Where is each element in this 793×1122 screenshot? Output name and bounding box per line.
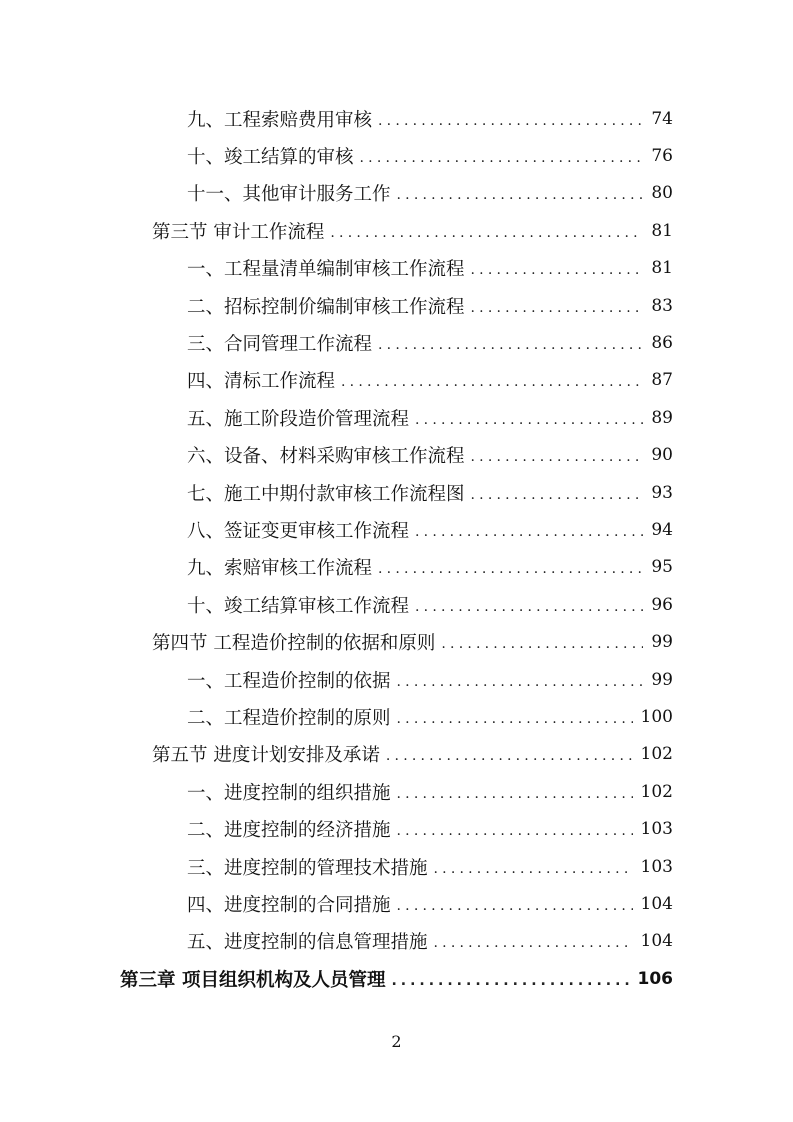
toc-entry-title: 十一、其他审计服务工作: [187, 184, 391, 206]
toc-entry-item[interactable]: [0, 100, 793, 137]
toc-entry-title: 第五节 进度计划安排及承诺: [152, 745, 380, 767]
toc-entry-item[interactable]: [0, 773, 793, 810]
toc-dot-leader: [378, 562, 643, 576]
toc-entry-page: 99: [651, 669, 673, 690]
toc-dot-leader: [471, 450, 644, 464]
toc-dot-leader: [391, 974, 629, 988]
toc-dot-leader: [341, 375, 643, 389]
toc-entry-title: 十、竣工结算审核工作流程: [187, 595, 410, 617]
toc-entry-page: 89: [651, 407, 673, 428]
toc-entry-page: 96: [651, 594, 673, 615]
page-number: 2: [391, 1032, 402, 1051]
toc-entry-title: 九、索赔审核工作流程: [187, 558, 373, 580]
toc-entry-title: 四、清标工作流程: [187, 371, 336, 393]
toc-entry-title: 九、工程索赔费用审核: [187, 109, 373, 131]
toc-entry-item[interactable]: [0, 250, 793, 287]
toc-entry-title: 五、进度控制的信息管理措施: [187, 932, 428, 954]
toc-entry-section[interactable]: [0, 212, 793, 249]
toc-entry-page: 74: [651, 108, 673, 129]
toc-entry-page: 90: [651, 445, 673, 466]
toc-entry-page: 83: [651, 295, 673, 316]
toc-entry-item[interactable]: [0, 175, 793, 212]
toc-entry-page: 86: [651, 333, 673, 354]
toc-dot-leader: [397, 899, 633, 913]
toc-entry-item[interactable]: [0, 885, 793, 922]
toc-entry-section[interactable]: [0, 623, 793, 660]
toc-dot-leader: [434, 862, 633, 876]
toc-entry-title: 六、设备、材料采购审核工作流程: [187, 446, 465, 468]
toc-dot-leader: [360, 151, 644, 165]
toc-entry-item[interactable]: [0, 287, 793, 324]
toc-entry-page: 81: [651, 258, 673, 279]
toc-entry-item[interactable]: [0, 474, 793, 511]
toc-entry-item[interactable]: [0, 848, 793, 885]
toc-entry-page: 102: [640, 781, 673, 802]
toc-entry-item[interactable]: [0, 324, 793, 361]
toc-entry-title: 五、施工阶段造价管理流程: [187, 408, 410, 430]
toc-entry-title: 十、竣工结算的审核: [187, 147, 354, 169]
toc-entry-item[interactable]: [0, 137, 793, 174]
toc-dot-leader: [471, 488, 644, 502]
toc-entry-page: 87: [651, 370, 673, 391]
toc-entry-title: 第四节 工程造价控制的依据和原则: [152, 633, 436, 655]
toc-dot-leader: [415, 600, 643, 614]
toc-entry-item[interactable]: [0, 810, 793, 847]
toc-dot-leader: [471, 263, 644, 277]
table-of-contents: [0, 100, 793, 997]
toc-entry-item[interactable]: [0, 362, 793, 399]
toc-dot-leader: [415, 413, 643, 427]
toc-entry-title: 三、合同管理工作流程: [187, 334, 373, 356]
toc-entry-page: 106: [637, 968, 673, 989]
toc-entry-item[interactable]: [0, 511, 793, 548]
toc-entry-item[interactable]: [0, 586, 793, 623]
toc-entry-page: 104: [640, 931, 673, 952]
toc-dot-leader: [386, 749, 633, 763]
toc-dot-leader: [441, 637, 643, 651]
toc-entry-title: 一、工程量清单编制审核工作流程: [187, 259, 465, 281]
toc-entry-item[interactable]: [0, 923, 793, 960]
toc-entry-item[interactable]: [0, 549, 793, 586]
toc-entry-page: 99: [651, 632, 673, 653]
toc-dot-leader: [415, 525, 643, 539]
toc-dot-leader: [397, 824, 633, 838]
toc-entry-page: 102: [640, 744, 673, 765]
toc-entry-chapter[interactable]: [0, 960, 793, 997]
toc-entry-page: 81: [651, 220, 673, 241]
toc-dot-leader: [434, 936, 633, 950]
toc-entry-page: 93: [651, 482, 673, 503]
toc-entry-title: 一、工程造价控制的依据: [187, 670, 391, 692]
toc-entry-title: 二、进度控制的经济措施: [187, 820, 391, 842]
toc-dot-leader: [330, 226, 643, 240]
toc-entry-title: 四、进度控制的合同措施: [187, 894, 391, 916]
toc-entry-title: 一、进度控制的组织措施: [187, 782, 391, 804]
toc-dot-leader: [397, 675, 644, 689]
toc-entry-page: 80: [651, 183, 673, 204]
toc-dot-leader: [397, 787, 633, 801]
toc-entry-page: 95: [651, 557, 673, 578]
toc-entry-section[interactable]: [0, 736, 793, 773]
toc-dot-leader: [471, 301, 644, 315]
toc-entry-title: 三、进度控制的管理技术措施: [187, 857, 428, 879]
toc-entry-title: 七、施工中期付款审核工作流程图: [187, 483, 465, 505]
toc-dot-leader: [378, 338, 643, 352]
toc-entry-page: 103: [640, 856, 673, 877]
toc-entry-title: 八、签证变更审核工作流程: [187, 520, 410, 542]
toc-entry-item[interactable]: [0, 437, 793, 474]
toc-entry-title: 二、工程造价控制的原则: [187, 707, 391, 729]
toc-entry-page: 104: [640, 893, 673, 914]
toc-entry-page: 94: [651, 519, 673, 540]
toc-entry-title: 二、招标控制价编制审核工作流程: [187, 296, 465, 318]
toc-entry-title: 第三章 项目组织机构及人员管理: [120, 969, 386, 991]
toc-entry-item[interactable]: [0, 661, 793, 698]
toc-entry-item[interactable]: [0, 698, 793, 735]
toc-entry-page: 100: [640, 706, 673, 727]
toc-entry-page: 76: [651, 146, 673, 167]
toc-dot-leader: [378, 114, 643, 128]
toc-entry-title: 第三节 审计工作流程: [152, 221, 325, 243]
toc-dot-leader: [397, 712, 633, 726]
toc-dot-leader: [397, 188, 644, 202]
toc-entry-item[interactable]: [0, 399, 793, 436]
toc-entry-page: 103: [640, 819, 673, 840]
